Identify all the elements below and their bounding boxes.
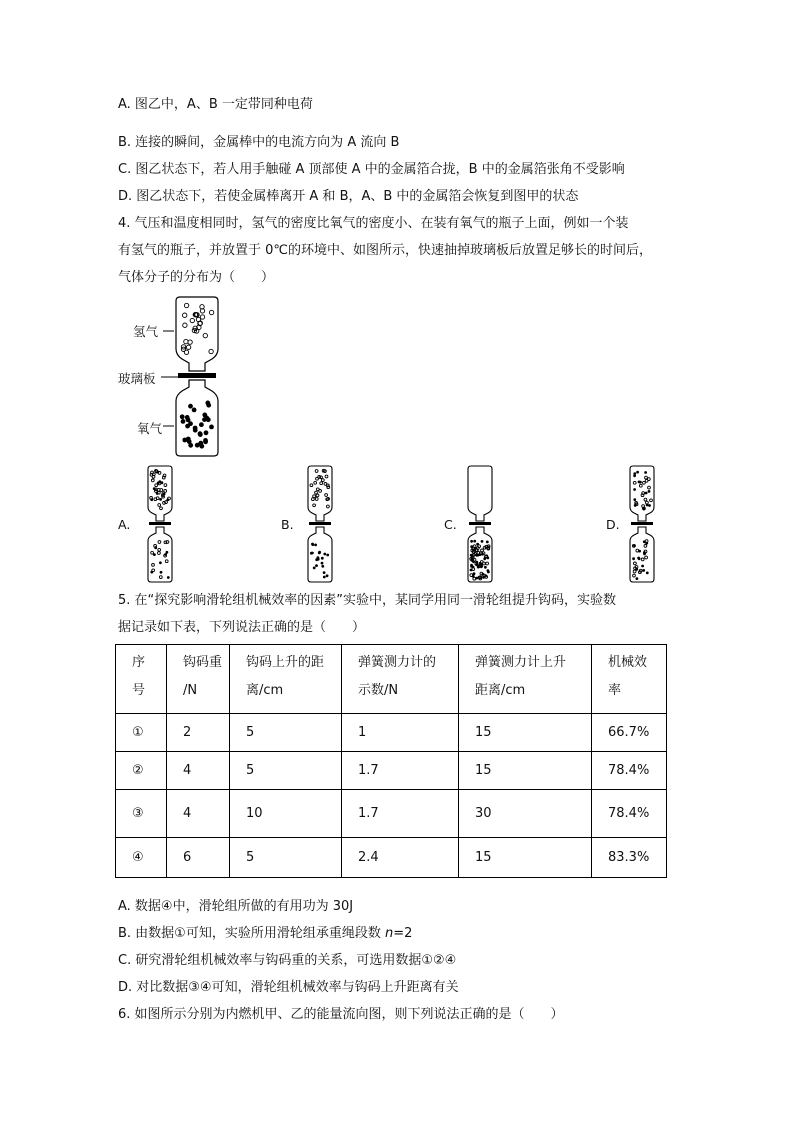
q4-option-d-figure	[622, 465, 662, 583]
oxygen-molecule	[473, 572, 476, 575]
oxygen-molecule	[150, 571, 153, 574]
table-cell: 5	[230, 838, 342, 878]
hydrogen-molecule	[639, 484, 642, 487]
oxygen-molecule	[321, 565, 324, 568]
hydrogen-molecule	[203, 333, 207, 337]
oxygen-molecule	[486, 541, 489, 544]
table-cell: 1.7	[342, 790, 459, 838]
table-cell: 6	[167, 838, 230, 878]
table-row	[116, 752, 667, 790]
oxygen-molecule	[633, 498, 636, 501]
hydrogen-molecule	[633, 574, 636, 577]
oxygen-molecule	[633, 488, 636, 491]
q4-stem-line1: 4. 气压和温度相同时，氢气的密度比氧气的密度小、在装有氧气的瓶子上面，例如一个装	[118, 216, 629, 231]
hydrogen-molecule	[154, 498, 157, 501]
oxygen-molecule	[150, 498, 153, 501]
oxygen-molecule	[202, 413, 207, 418]
oxygen-molecule	[472, 575, 475, 578]
oxygen-molecule	[323, 571, 326, 574]
oxygen-molecule	[198, 432, 203, 437]
hydrogen-molecule	[645, 556, 648, 559]
oxygen-molecule	[204, 430, 209, 435]
table-row	[116, 838, 667, 878]
oxygen-molecule	[188, 404, 193, 409]
oxygen-label: 氧气	[137, 421, 163, 436]
header-index: 序 号	[116, 645, 167, 714]
q5-option-d: D. 对比数据③④可知，滑轮组机械效率与钩码上升距离有关	[118, 980, 459, 995]
hydrogen-molecule	[642, 492, 645, 495]
gas-bottles-main-figure	[150, 295, 230, 460]
oxygen-molecule	[484, 574, 487, 577]
q4-stem-line3: 气体分子的分布为（ ）	[118, 270, 275, 285]
oxygen-molecule	[473, 540, 476, 543]
oxygen-molecule	[159, 498, 162, 501]
hydrogen-molecule	[163, 502, 166, 505]
oxygen-molecule	[193, 426, 198, 431]
table-cell: 4	[167, 790, 230, 838]
oxygen-molecule	[156, 471, 159, 474]
oxygen-molecule	[311, 543, 314, 546]
hydrogen-molecule	[209, 349, 213, 353]
hydrogen-molecule	[183, 313, 187, 317]
oxygen-molecule	[188, 443, 193, 448]
oxygen-molecule	[642, 569, 645, 572]
hydrogen-molecule	[150, 473, 153, 476]
q4-option-a-label: A.	[118, 517, 131, 532]
oxygen-molecule	[470, 569, 473, 572]
oxygen-molecule	[475, 554, 478, 557]
hydrogen-molecule	[645, 476, 648, 479]
hydrogen-molecule	[158, 541, 161, 544]
q5-option-a: A. 数据④中，滑轮组所做的有用功为 30J	[118, 899, 354, 914]
oxygen-molecule	[315, 564, 318, 567]
header-spring-reading: 弹簧测力计的 示数/N	[342, 645, 459, 714]
hydrogen-molecule	[163, 474, 166, 477]
oxygen-molecule	[323, 576, 326, 579]
q4-option-a-figure	[140, 465, 180, 583]
oxygen-molecule	[487, 571, 490, 574]
oxygen-molecule	[636, 471, 639, 474]
header-rise-distance: 钩码上升的距 离/cm	[230, 645, 342, 714]
table-cell: 1.7	[342, 752, 459, 790]
pulley-data-table	[115, 644, 667, 878]
q4-option-b-label: B.	[281, 517, 294, 532]
table-row	[116, 714, 667, 752]
oxygen-molecule	[644, 471, 647, 474]
oxygen-molecule	[634, 504, 637, 507]
table-cell: ③	[116, 790, 167, 838]
table-cell: 2.4	[342, 838, 459, 878]
hydrogen-molecule	[315, 470, 318, 473]
oxygen-molecule	[206, 403, 211, 408]
glass-plate-label: 玻璃板	[118, 371, 156, 386]
hydrogen-molecule	[321, 479, 324, 482]
oxygen-molecule	[638, 481, 641, 484]
oxygen-molecule	[475, 561, 478, 564]
oxygen-molecule	[484, 566, 487, 569]
oxygen-molecule	[314, 544, 317, 547]
q4-option-c-label: C.	[444, 517, 457, 532]
oxygen-molecule	[181, 419, 186, 424]
hydrogen-molecule	[642, 505, 645, 508]
q3-option-c: C. 图乙状态下，若人用手触碰 A 顶部使 A 中的金属箔合拢，B 中的金属箔张角不受影响	[118, 162, 625, 177]
q5-stem-line1: 5. 在“探究影响滑轮组机械效率的因素”实验中，某同学用同一滑轮组提升钩码，实验数	[118, 593, 617, 608]
table-row	[116, 790, 667, 838]
hydrogen-molecule	[313, 504, 316, 507]
table-cell: 83.3%	[592, 838, 667, 878]
oxygen-molecule	[470, 564, 473, 567]
hydrogen-molecule	[650, 499, 653, 502]
hydrogen-molecule	[315, 491, 318, 494]
oxygen-molecule	[163, 493, 166, 496]
oxygen-molecule	[166, 551, 169, 554]
hydrogen-molecule	[636, 549, 639, 552]
oxygen-molecule	[159, 561, 162, 564]
table-cell: 1	[342, 714, 459, 752]
table-cell: 2	[167, 714, 230, 752]
oxygen-molecule	[321, 557, 324, 560]
header-spring-distance: 弹簧测力计上升 距离/cm	[459, 645, 592, 714]
oxygen-molecule	[641, 565, 644, 568]
hydrogen-molecule	[641, 558, 644, 561]
oxygen-molecule	[481, 553, 484, 556]
hydrogen-molecule	[152, 564, 155, 567]
hydrogen-molecule	[155, 484, 158, 487]
hydrogen-molecule	[324, 483, 327, 486]
hydrogen-molecule	[633, 481, 636, 484]
oxygen-molecule	[326, 554, 329, 557]
oxygen-molecule	[648, 504, 651, 507]
oxygen-molecule	[470, 545, 473, 548]
hydrogen-molecule	[160, 507, 163, 510]
oxygen-molecule	[632, 557, 635, 560]
hydrogen-molecule	[151, 479, 154, 482]
hydrogen-molecule	[315, 498, 318, 501]
oxygen-molecule	[482, 573, 485, 576]
oxygen-molecule	[633, 544, 636, 547]
hydrogen-molecule	[184, 303, 188, 307]
table-cell: 4	[167, 752, 230, 790]
oxygen-molecule	[315, 558, 318, 561]
hydrogen-molecule	[648, 486, 651, 489]
table-cell: 5	[230, 714, 342, 752]
oxygen-molecule	[476, 543, 479, 546]
hydrogen-label: 氢气	[133, 324, 159, 339]
hydrogen-molecule	[151, 551, 154, 554]
oxygen-molecule	[182, 438, 187, 443]
oxygen-molecule	[646, 572, 649, 575]
oxygen-molecule	[185, 424, 190, 429]
hydrogen-molecule	[158, 548, 161, 551]
oxygen-molecule	[645, 542, 648, 545]
oxygen-molecule	[203, 439, 208, 444]
oxygen-molecule	[160, 571, 163, 574]
oxygen-molecule	[643, 508, 646, 511]
hydrogen-molecule	[158, 552, 161, 555]
hydrogen-molecule	[646, 501, 649, 504]
oxygen-molecule	[166, 498, 169, 501]
hydrogen-molecule	[325, 475, 328, 478]
oxygen-molecule	[486, 557, 489, 560]
oxygen-molecule	[310, 552, 313, 555]
oxygen-molecule	[480, 565, 483, 568]
table-cell: ④	[116, 838, 167, 878]
table-cell: 66.7%	[592, 714, 667, 752]
q3-option-a: A. 图乙中，A、B 一定带同种电荷	[118, 97, 313, 112]
oxygen-molecule	[192, 408, 197, 413]
hydrogen-molecule	[316, 494, 319, 497]
hydrogen-molecule	[644, 498, 647, 501]
oxygen-molecule	[199, 422, 204, 427]
hydrogen-molecule	[164, 484, 167, 487]
oxygen-molecule	[209, 425, 214, 430]
hydrogen-molecule	[481, 549, 484, 552]
hydrogen-molecule	[476, 547, 479, 550]
oxygen-molecule	[483, 557, 486, 560]
hydrogen-molecule	[325, 494, 328, 497]
header-weight: 钩码重 /N	[167, 645, 230, 714]
oxygen-molecule	[476, 564, 479, 567]
hydrogen-molecule	[188, 340, 192, 344]
oxygen-molecule	[643, 540, 646, 543]
oxygen-molecule	[318, 552, 321, 555]
hydrogen-molecule	[314, 481, 317, 484]
q5-option-c: C. 研究滑轮组机械效率与钩码重的关系，可选用数据①②④	[118, 953, 457, 968]
oxygen-molecule	[646, 504, 649, 507]
hydrogen-molecule	[158, 504, 161, 507]
oxygen-molecule	[479, 553, 482, 556]
oxygen-molecule	[472, 560, 475, 563]
q4-option-d-label: D.	[606, 517, 620, 532]
hydrogen-molecule	[186, 345, 190, 349]
hydrogen-molecule	[157, 488, 160, 491]
oxygen-molecule	[643, 551, 646, 554]
hydrogen-molecule	[319, 490, 322, 493]
oxygen-molecule	[206, 417, 211, 422]
oxygen-molecule	[167, 576, 170, 579]
table-cell: 15	[459, 714, 592, 752]
hydrogen-molecule	[327, 486, 330, 489]
oxygen-molecule	[180, 414, 185, 419]
oxygen-molecule	[326, 574, 329, 577]
oxygen-molecule	[153, 487, 156, 490]
hydrogen-molecule	[633, 570, 636, 573]
oxygen-molecule	[313, 567, 316, 570]
q4-stem-line2: 有氢气的瓶子，并放置于 0℃的环境中、如图所示，快速抽掉玻璃板后放置足够长的时间后，	[118, 243, 653, 258]
hydrogen-molecule	[312, 498, 315, 501]
hydrogen-molecule	[209, 310, 213, 314]
oxygen-molecule	[479, 562, 482, 565]
hydrogen-molecule	[644, 545, 647, 548]
oxygen-molecule	[638, 550, 641, 553]
hydrogen-molecule	[327, 505, 330, 508]
hydrogen-molecule	[166, 541, 169, 544]
oxygen-molecule	[475, 577, 478, 580]
table-cell: ①	[116, 714, 167, 752]
hydrogen-molecule	[643, 481, 646, 484]
oxygen-molecule	[636, 577, 639, 580]
oxygen-molecule	[156, 492, 159, 495]
hydrogen-molecule	[320, 482, 323, 485]
hydrogen-molecule	[310, 484, 313, 487]
oxygen-molecule	[645, 492, 648, 495]
oxygen-molecule	[186, 418, 191, 423]
oxygen-molecule	[195, 443, 200, 448]
oxygen-molecule	[321, 562, 324, 565]
header-efficiency: 机械效 率	[592, 645, 667, 714]
oxygen-molecule	[154, 546, 157, 549]
oxygen-molecule	[474, 547, 477, 550]
table-cell: 10	[230, 790, 342, 838]
hydrogen-molecule	[647, 478, 650, 481]
oxygen-molecule	[470, 554, 473, 557]
oxygen-molecule	[481, 540, 484, 543]
q5-option-b: B. 由数据①可知，实验所用滑轮组承重绳段数 n=2	[118, 926, 413, 941]
hydrogen-molecule	[634, 562, 637, 565]
oxygen-molecule	[648, 490, 651, 493]
oxygen-molecule	[633, 472, 636, 475]
oxygen-molecule	[153, 553, 156, 556]
table-cell: ②	[116, 752, 167, 790]
oxygen-molecule	[470, 540, 473, 543]
hydrogen-molecule	[486, 562, 489, 565]
hydrogen-molecule	[159, 576, 162, 579]
table-header-row	[116, 645, 667, 714]
q4-option-b-figure	[300, 465, 340, 583]
table-cell: 15	[459, 752, 592, 790]
oxygen-molecule	[157, 482, 160, 485]
hydrogen-molecule	[483, 546, 486, 549]
hydrogen-molecule	[165, 560, 168, 563]
table-cell: 5	[230, 752, 342, 790]
q3-option-b: B. 连接的瞬间，金属棒中的电流方向为 A 流向 B	[118, 135, 400, 150]
table-cell: 15	[459, 838, 592, 878]
q4-option-c-figure	[460, 465, 500, 583]
hydrogen-molecule	[313, 495, 316, 498]
q3-option-d: D. 图乙状态下，若使金属棒离开 A 和 B，A、B 中的金属箔会恢复到图甲的状态	[118, 189, 579, 204]
q5-stem-line2: 据记录如下表，下列说法正确的是（ ）	[118, 620, 366, 635]
oxygen-molecule	[635, 568, 638, 571]
table-cell: 30	[459, 790, 592, 838]
oxygen-molecule	[637, 557, 640, 560]
table-cell: 78.4%	[592, 790, 667, 838]
hydrogen-molecule	[184, 339, 188, 343]
table-cell: 78.4%	[592, 752, 667, 790]
hydrogen-molecule	[190, 318, 194, 322]
hydrogen-molecule	[183, 323, 187, 327]
q6-stem-line1: 6. 如图所示分别为内燃机甲、乙的能量流向图，则下列说法正确的是（ ）	[118, 1007, 564, 1022]
oxygen-molecule	[323, 553, 326, 556]
